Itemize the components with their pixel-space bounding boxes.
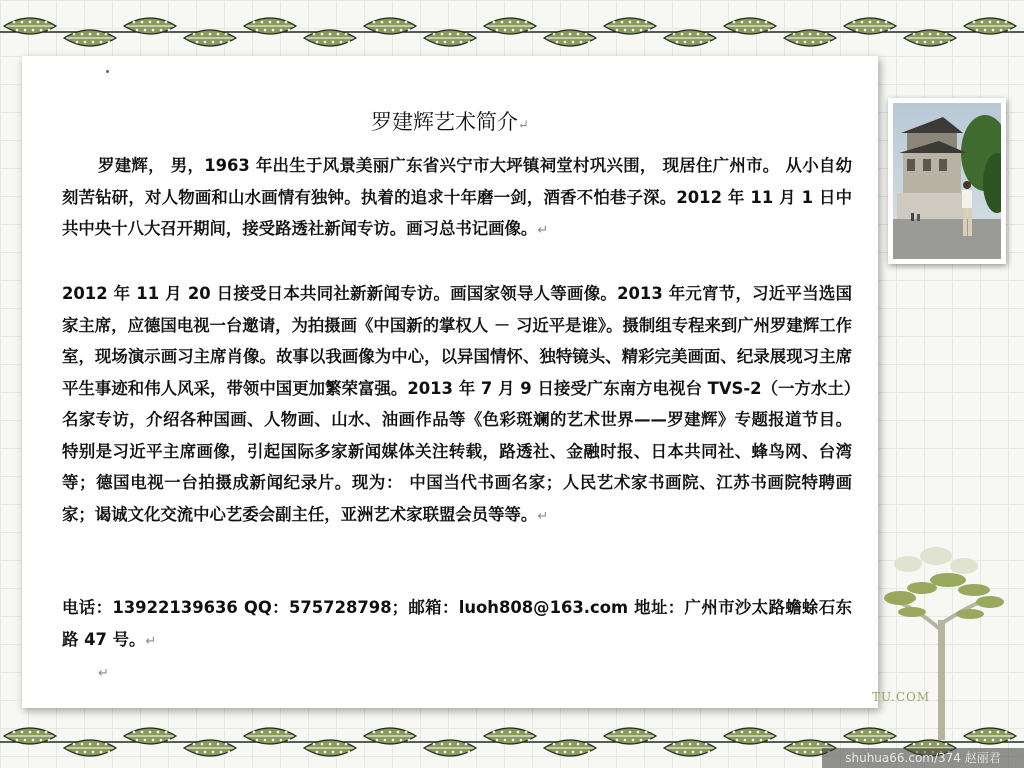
stray-dot bbox=[106, 70, 109, 73]
biography-paragraph-1 bbox=[62, 150, 852, 247]
document-page bbox=[22, 56, 878, 708]
document-title-text: 罗建辉艺术简介 bbox=[371, 110, 519, 134]
paragraph-mark-end: ↵ bbox=[98, 666, 109, 681]
watermark: shuhua66.com/374 赵丽君 bbox=[822, 748, 1024, 768]
paragraph-mark: ↵ bbox=[518, 118, 529, 133]
site-mark-text: TU.COM bbox=[872, 690, 931, 704]
decorative-tree-icon bbox=[878, 540, 1008, 740]
paragraph-text: 2012 年 11 月 20 日接受日本共同社新新闻专访。画国家领导人等画像。2013 年元宵节，习近平当选国家主席，应德国电视一台邀请，为拍摄画《中国新的掌权人 － 习近平是谁》。摄制组专程来到广州罗建辉工作室，现场演示画习主席肖像。故事以我画像为中心，以异国情怀、独特镜头、精彩完美画面、纪录展现习主席平生事迹和伟人风采，带领中国更加繁荣富强。2013 年 7 月 9 日接受广东南方电视台 TVS-2（一方水土）名家专访，介绍各种国画、人物画、山水、油画作品等《色彩斑斓的艺术世界——罗建辉》专题报道节目。 特别是习近平主席画像，引起国际多家新闻媒体关注转载，路透社、金融时报、日本共同社、蜂鸟网、台湾等；德国电视一台拍摄成新闻纪录片。现为： 中国当代书画名家；人民艺术家书画院、江苏书画院特聘画家；谒诚文化交流中心艺委会副主任，亚洲艺术家联盟会员等等。 bbox=[62, 284, 852, 524]
document-title bbox=[22, 106, 878, 136]
paragraph-text: 罗建辉， 男，1963 年出生于风景美丽广东省兴宁市大坪镇祠堂村巩兴围， 现居住广州市。 从小自幼刻苦钻研，对人物画和山水画情有独钟。执着的追求十年磨一剑，酒香不怕巷子深。2012 年 11 月 1 日中共中央十八大召开期间，接受路透社新闻专访。画习总书记画像。 bbox=[62, 156, 852, 238]
contact-paragraph bbox=[62, 592, 852, 657]
artist-photo-image bbox=[893, 103, 1001, 259]
paragraph-mark: ↵ bbox=[145, 633, 157, 649]
biography-paragraph-2 bbox=[62, 278, 852, 532]
paragraph-text: 电话：13922139636 QQ：575728798；邮箱：luoh808@163.com 地址：广州市沙太路蟾蜍石东路 47 号。 bbox=[62, 598, 852, 649]
paragraph-mark: ↵ bbox=[537, 223, 549, 238]
artist-photo bbox=[888, 98, 1006, 264]
paragraph-mark: ↵ bbox=[537, 508, 549, 524]
leaf-vine-border-top bbox=[0, 10, 1024, 54]
